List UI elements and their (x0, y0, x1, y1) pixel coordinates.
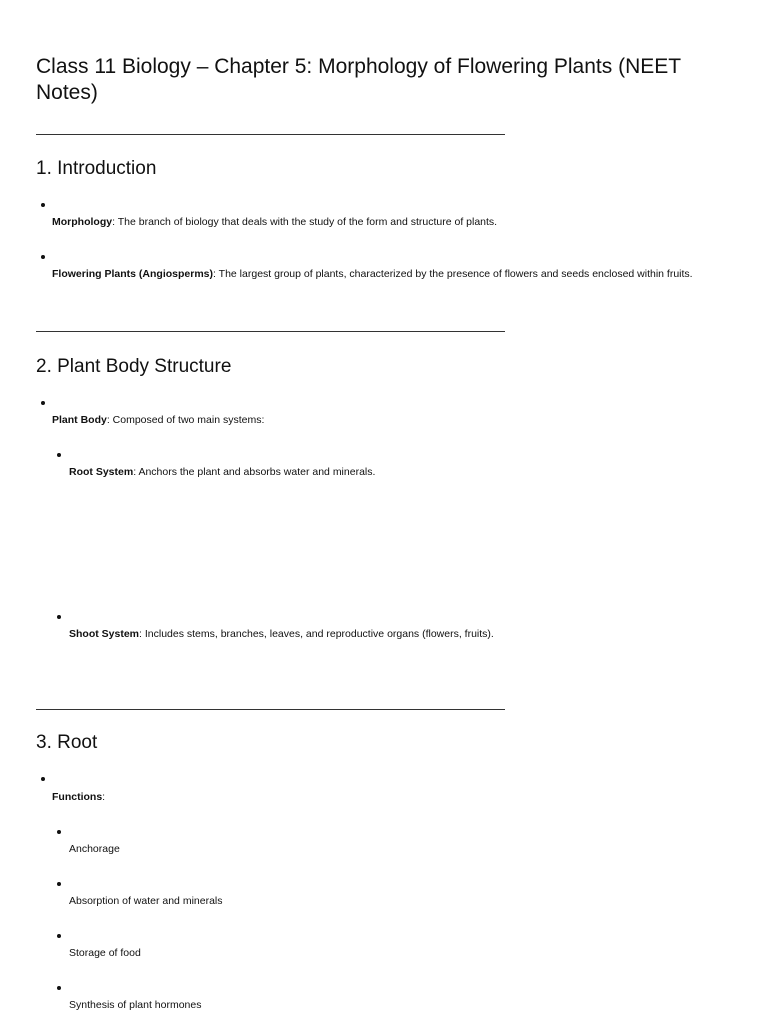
section-divider (36, 331, 505, 332)
bullet-icon (57, 882, 61, 886)
definition-text: : Composed of two main systems: (106, 414, 265, 426)
list-item-root-system (69, 465, 375, 479)
bullet-icon (41, 203, 45, 207)
list-item-functions (52, 790, 105, 804)
term-label: Root System (69, 466, 134, 478)
list-item-anchorage: Anchorage (69, 843, 120, 855)
bullet-icon (41, 401, 45, 405)
definition-text: : Anchors the plant and absorbs water and minerals. (133, 466, 376, 478)
term-label: Plant Body (52, 414, 107, 426)
list-item-synthesis: Synthesis of plant hormones (69, 999, 202, 1011)
term-label: Shoot System (69, 628, 140, 640)
definition-text: : (102, 791, 106, 803)
section-heading-introduction: 1. Introduction (36, 158, 157, 179)
list-item-plant-body (52, 413, 264, 427)
bullet-icon (41, 255, 45, 259)
section-divider (36, 709, 505, 710)
bullet-icon (57, 934, 61, 938)
bullet-icon (57, 453, 61, 457)
definition-text: : The branch of biology that deals with the study of the form and structure of plants. (112, 216, 498, 228)
list-item-flowering-plants (52, 267, 693, 281)
definition-text: : The largest group of plants, characterized by the presence of flowers and seeds enclosed within fruits. (213, 268, 693, 280)
bullet-icon (57, 615, 61, 619)
section-heading-root: 3. Root (36, 732, 98, 753)
definition-text: : Includes stems, branches, leaves, and reproductive organs (flowers, fruits). (139, 628, 494, 640)
term-label: Morphology (52, 216, 113, 228)
bullet-icon (57, 986, 61, 990)
section-heading-plant-body: 2. Plant Body Structure (36, 356, 232, 377)
list-item-shoot-system (69, 627, 494, 641)
bullet-icon (41, 777, 45, 781)
page-title: Class 11 Biology – Chapter 5: Morphology of Flowering Plants (NEET Notes) (36, 55, 681, 104)
section-divider (36, 134, 505, 135)
bullet-icon (57, 830, 61, 834)
term-label: Flowering Plants (Angiosperms) (52, 268, 214, 280)
list-item-storage: Storage of food (69, 947, 141, 959)
list-item-morphology (52, 215, 497, 229)
list-item-absorption: Absorption of water and minerals (69, 895, 223, 907)
term-label: Functions (52, 791, 103, 803)
